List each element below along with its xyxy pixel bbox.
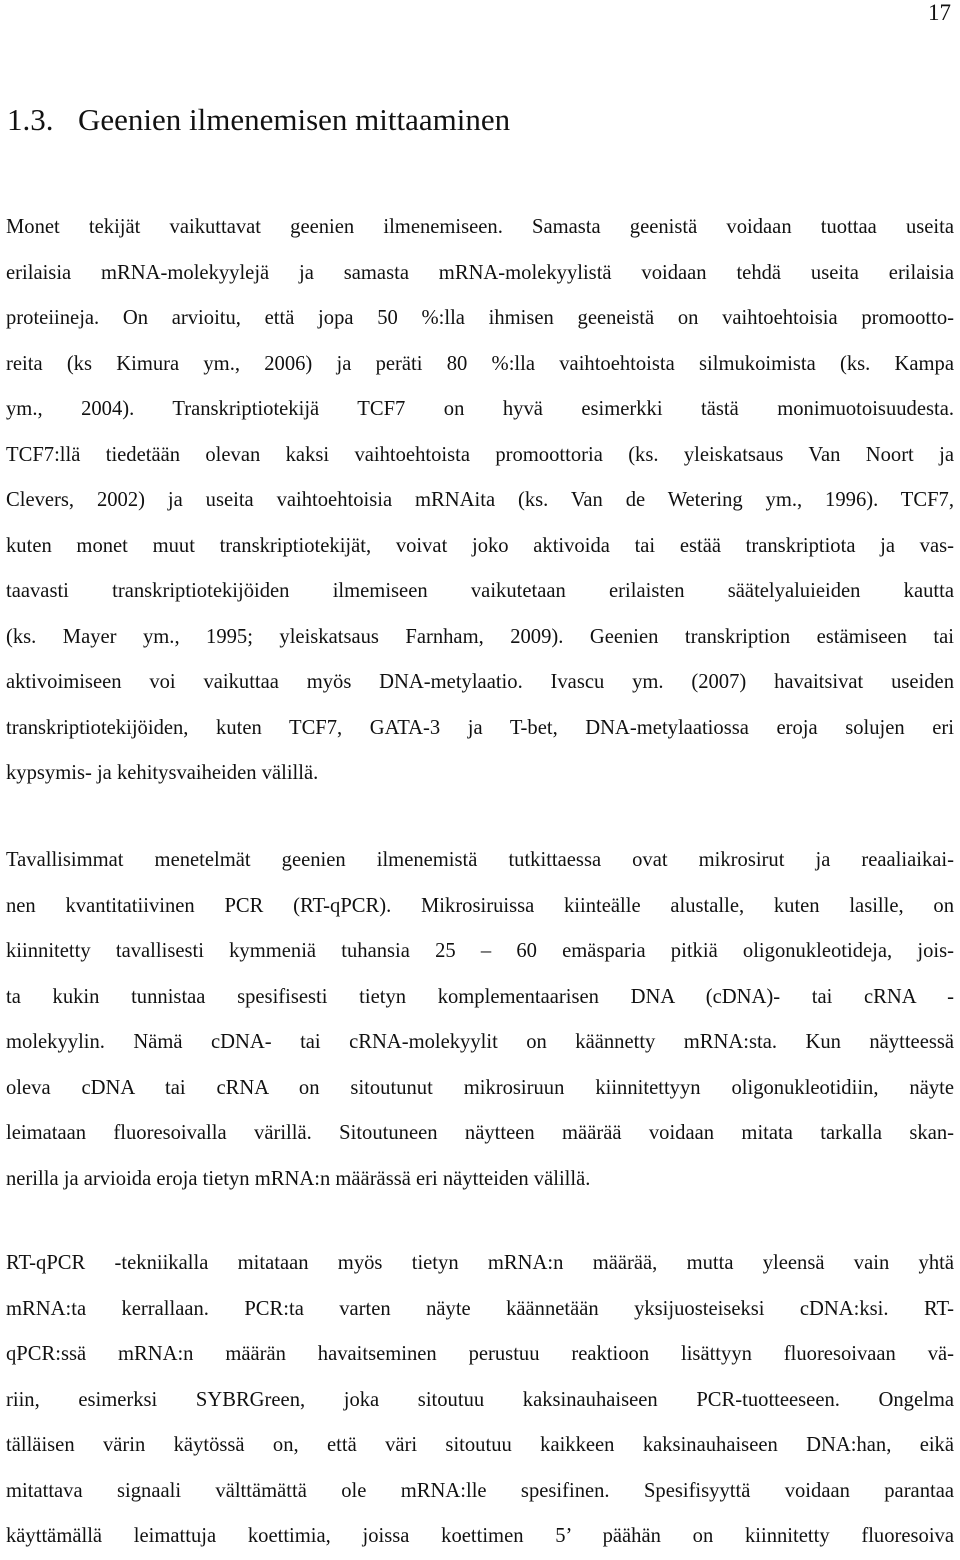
section-heading xyxy=(7,100,510,140)
text-line: Clevers, 2002) ja useita vaihtoehtoisia mRNAita (ks. Van de Wetering ym., 1996). TCF7, xyxy=(6,489,954,511)
text-line: kuten monet muut transkriptiotekijät, voivat joko aktivoida tai estää transkriptiota ja vas- xyxy=(6,534,954,557)
text-line: proteiineja. On arvioitu, että jopa 50 %:lla ihmisen geeneistä on vaihtoehtoisia promootto- xyxy=(6,307,954,329)
text-line: ym., 2004). Transkriptiotekijä TCF7 on hyvä esimerkki tästä monimuotoisuudesta. xyxy=(6,398,954,420)
text-line: aktivoimiseen voi vaikuttaa myös DNA-metylaatio. Ivascu ym. (2007) havaitsivat useiden xyxy=(6,671,954,693)
text-line: kiinnitetty tavallisesti kymmeniä tuhansia 25 – 60 emäsparia pitkiä oligonukleotideja, jois- xyxy=(6,940,954,962)
text-line: oleva cDNA tai cRNA on sitoutunut mikrosiruun kiinnitettyyn oligonukleotidiin, näyte xyxy=(6,1076,954,1099)
text-line: kypsymis- ja kehitysvaiheiden välillä. xyxy=(6,762,319,784)
text-line: leimataan fluoresoivalla värillä. Sitoutuneen näytteen määrää voidaan mitata tarkalla skan- xyxy=(6,1122,954,1144)
text-line: tälläisen värin käytössä on, että väri sitoutuu kaikkeen kaksinauhaiseen DNA:han, eikä xyxy=(6,1434,954,1456)
text-line: Monet tekijät vaikuttavat geenien ilmenemiseen. Samasta geenistä voidaan tuottaa useita xyxy=(6,216,954,238)
section-number: 1.3. xyxy=(7,102,54,137)
text-line: Tavallisimmat menetelmät geenien ilmenemistä tutkittaessa ovat mikrosirut ja reaaliaikai- xyxy=(6,849,954,871)
text-line: molekyylin. Nämä cDNA- tai cRNA-molekyylit on käännetty mRNA:sta. Kun näytteessä xyxy=(6,1031,954,1053)
text-line: nen kvantitatiivinen PCR (RT-qPCR). Mikrosiruissa kiinteälle alustalle, kuten lasille, on xyxy=(6,894,954,917)
text-line: riin, esimerksi SYBRGreen, joka sitoutuu kaksinauhaiseen PCR-tuotteeseen. Ongelma xyxy=(6,1388,954,1411)
text-line: RT-qPCR -tekniikalla mitataan myös tietyn mRNA:n määrää, mutta yleensä vain yhtä xyxy=(6,1252,954,1274)
text-line: TCF7:llä tiedetään olevan kaksi vaihtoehtoista promoottoria (ks. yleiskatsaus Van Noort ja xyxy=(6,443,954,466)
paragraph-microarrays xyxy=(6,838,954,1202)
text-line: qPCR:ssä mRNA:n määrän havaitseminen perustuu reaktioon lisättyyn fluoresoivaan vä- xyxy=(6,1343,954,1365)
section-title: Geenien ilmenemisen mittaaminen xyxy=(78,102,511,137)
text-line: transkriptiotekijöiden, kuten TCF7, GATA-3 ja T-bet, DNA-metylaatiossa eroja solujen eri xyxy=(6,716,954,739)
text-line: erilaisia mRNA-molekyylejä ja samasta mRNA-molekyylistä voidaan tehdä useita erilaisia xyxy=(6,261,954,284)
text-line: mRNA:ta kerrallaan. PCR:ta varten näyte käännetään yksijuosteiseksi cDNA:ksi. RT- xyxy=(6,1297,954,1320)
text-line: nerilla ja arvioida eroja tietyn mRNA:n määrässä eri näytteiden välillä. xyxy=(6,1167,591,1190)
text-line: (ks. Mayer ym., 1995; yleiskatsaus Farnham, 2009). Geenien transkription estämiseen tai xyxy=(6,625,954,648)
text-line: käyttämällä leimattuja koettimia, joissa koettimen 5’ päähän on kiinnitetty fluoresoiva xyxy=(6,1525,954,1547)
paragraph-rt-qpcr xyxy=(6,1241,954,1560)
paragraph-gene-expression xyxy=(6,205,954,797)
text-line: mitattava signaali välttämättä ole mRNA:lle spesifinen. Spesifisyyttä voidaan parantaa xyxy=(6,1479,954,1502)
text-line: reita (ks Kimura ym., 2006) ja peräti 80 %:lla vaihtoehtoista silmukoimista (ks. Kampa xyxy=(6,352,954,375)
page-number: 17 xyxy=(928,0,951,25)
text-line: ta kukin tunnistaa spesifisesti tietyn komplementaarisen DNA (cDNA)- tai cRNA - xyxy=(6,985,954,1008)
text-line: taavasti transkriptiotekijöiden ilmemiseen vaikutetaan erilaisten säätelyaluieiden kautta xyxy=(6,580,954,602)
